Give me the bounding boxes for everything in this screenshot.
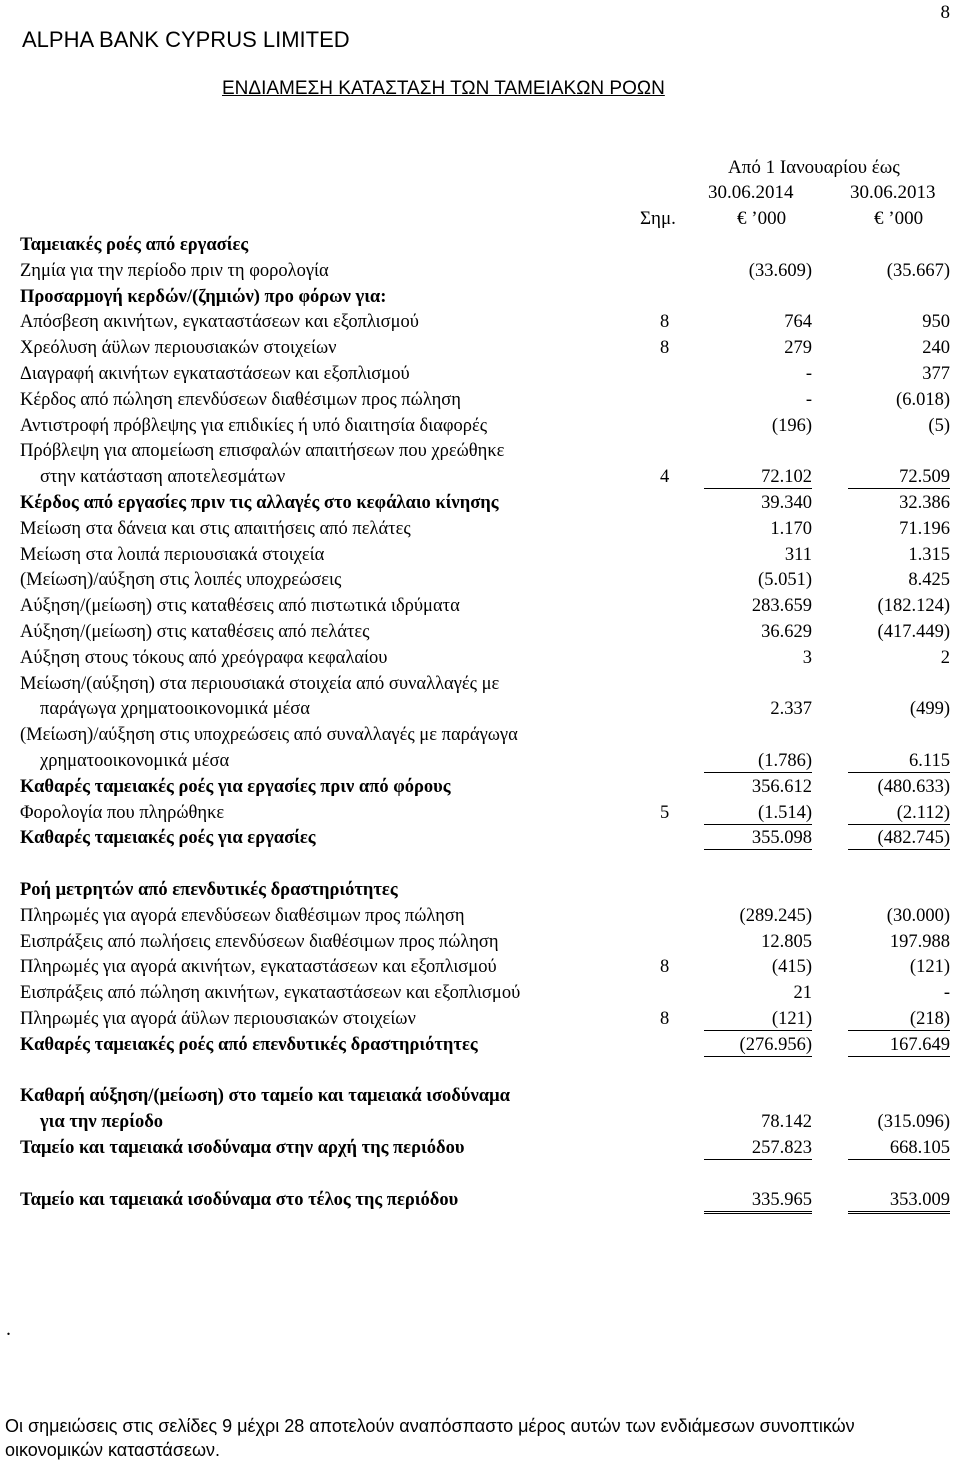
value-2013 — [908, 568, 950, 592]
value-2014 — [752, 775, 812, 799]
value-text: 21 — [793, 983, 812, 1004]
value-text: (5) — [928, 415, 950, 436]
value-2013 — [922, 362, 950, 386]
value-text: - — [943, 983, 950, 1004]
value-2013 — [878, 594, 950, 618]
value-2014 — [794, 981, 813, 1005]
value-2014 — [704, 1007, 812, 1031]
value-text: (121) — [909, 957, 950, 978]
value-text: 353.009 — [848, 1189, 950, 1214]
value-text: (276.956) — [704, 1034, 812, 1057]
value-2013 — [910, 955, 950, 979]
value-2013 — [899, 491, 950, 515]
table-row — [20, 1136, 955, 1162]
row-label: Φορολογία που πληρώθηκε — [20, 802, 225, 823]
value-text: 335.965 — [704, 1189, 812, 1214]
table-row — [20, 749, 955, 775]
value-2014 — [761, 620, 812, 644]
value-2014 — [704, 1188, 812, 1214]
page-number: 8 — [940, 2, 950, 23]
value-text: 257.823 — [704, 1137, 812, 1160]
table-row — [20, 543, 955, 569]
value-text: 71.196 — [899, 518, 950, 539]
value-2013 — [848, 826, 950, 850]
row-label: Πληρωμές για αγορά επενδύσεων διαθέσιμων προς πώληση — [20, 905, 465, 926]
value-2013 — [848, 1136, 950, 1160]
table-row — [20, 1188, 955, 1214]
table-row — [20, 930, 955, 956]
value-text: 2.337 — [770, 699, 812, 720]
table-row — [20, 878, 955, 904]
value-text: (182.124) — [877, 596, 950, 617]
value-2014 — [772, 414, 812, 438]
table-row — [20, 955, 955, 981]
value-text: (1.514) — [704, 802, 812, 825]
value-2013 — [899, 517, 950, 541]
value-2014 — [770, 517, 812, 541]
value-2013 — [878, 620, 950, 644]
row-label: Απόσβεση ακινήτων, εγκαταστάσεων και εξοπλισμού — [20, 312, 419, 333]
value-text: 2 — [940, 647, 950, 668]
value-text: 3 — [802, 647, 812, 668]
value-text: (1.786) — [704, 750, 812, 773]
row-label: (Μείωση)/αύξηση στις υποχρεώσεις από συναλλαγές με παράγωγα — [20, 725, 518, 746]
value-text: - — [805, 389, 812, 410]
value-text: 355.098 — [704, 827, 812, 850]
row-label: Ζημία για την περίοδο πριν τη φορολογία — [20, 260, 329, 281]
table-row — [20, 568, 955, 594]
value-text: 197.988 — [889, 931, 950, 952]
table-row — [20, 594, 955, 620]
value-text: 950 — [922, 312, 950, 333]
row-label: Αύξηση στους τόκους από χρεόγραφα κεφαλαίου — [20, 647, 388, 668]
value-2013 — [878, 775, 950, 799]
row-label: Μείωση στα λοιπά περιουσιακά στοιχεία — [20, 544, 325, 565]
value-text: (218) — [848, 1008, 950, 1031]
table-row — [20, 259, 955, 285]
value-text: (499) — [909, 699, 950, 720]
value-2013 — [848, 749, 950, 773]
value-text: (315.096) — [877, 1112, 950, 1133]
value-2014 — [784, 310, 812, 334]
value-2014 — [704, 801, 812, 825]
row-label: Καθαρές ταμειακές ροές από επενδυτικές δραστηριότητες — [20, 1034, 478, 1055]
value-2013 — [944, 981, 950, 1005]
value-text: (480.633) — [877, 776, 950, 797]
value-text: 279 — [784, 338, 812, 359]
value-text: 283.659 — [751, 596, 812, 617]
value-text: (35.667) — [886, 260, 950, 281]
value-2014 — [752, 594, 812, 618]
row-note: 8 — [660, 338, 670, 359]
value-text: 167.649 — [848, 1034, 950, 1057]
table-row — [20, 801, 955, 827]
col1-unit: € ’000 — [737, 208, 787, 229]
row-label: Διαγραφή ακινήτων εγκαταστάσεων και εξοπλισμού — [20, 364, 410, 384]
table-row — [20, 388, 955, 414]
value-2014 — [758, 568, 812, 592]
value-2013 — [910, 697, 950, 721]
value-2013 — [941, 646, 950, 670]
table-row — [20, 620, 955, 646]
table-row — [20, 491, 955, 517]
value-text: 356.612 — [751, 776, 812, 797]
value-2013 — [848, 1188, 950, 1214]
value-text: 1.170 — [770, 518, 812, 539]
value-2014 — [803, 646, 812, 670]
table-row — [20, 672, 955, 698]
value-2014 — [784, 336, 812, 360]
row-label: Αύξηση/(μείωση) στις καταθέσεις από πελάτες — [20, 622, 370, 642]
value-2014 — [785, 543, 812, 567]
row-label: Μείωση στα δάνεια και στις απαιτήσεις από πελάτες — [20, 518, 411, 539]
value-text: 72.509 — [848, 466, 950, 489]
stray-mark: . — [6, 1318, 11, 1340]
value-2013 — [890, 930, 950, 954]
value-2013 — [878, 1110, 950, 1134]
row-label: (Μείωση)/αύξηση στις λοιπές υποχρεώσεις — [20, 570, 342, 591]
value-2014 — [704, 1136, 812, 1160]
value-2014 — [704, 465, 812, 489]
table-row — [20, 904, 955, 930]
row-label: Καθαρή αύξηση/(μείωση) στο ταμείο και ταμειακά ισοδύναμα — [20, 1086, 510, 1107]
value-text: 39.340 — [761, 493, 812, 513]
row-label: Αύξηση/(μείωση) στις καταθέσεις από πιστωτικά ιδρύματα — [20, 596, 460, 617]
value-text: (289.245) — [739, 905, 812, 926]
value-text: (415) — [771, 957, 812, 978]
table-row — [20, 646, 955, 672]
value-2013 — [922, 310, 950, 334]
value-2014 — [704, 826, 812, 850]
row-label: Καθαρές ταμειακές ροές για εργασίες πριν από φόρους — [20, 776, 451, 797]
table-row — [20, 1007, 955, 1033]
value-text: 1.315 — [908, 544, 950, 565]
row-label: Προσαρμογή κερδών/(ζημιών) προ φόρων για: — [20, 286, 387, 307]
value-text: 12.805 — [761, 931, 812, 952]
col1-date: 30.06.2014 — [708, 182, 794, 203]
value-text: 6.115 — [848, 750, 950, 773]
row-label: Χρεόλυση άϋλων περιουσιακών στοιχείων — [20, 338, 337, 359]
value-text: 668.105 — [848, 1137, 950, 1160]
table-row — [20, 439, 955, 465]
value-2014 — [761, 491, 812, 515]
value-2013 — [922, 336, 950, 360]
row-label: Πρόβλεψη για απομείωση επισφαλών απαιτήσεων που χρεώθηκε — [20, 441, 505, 462]
value-text: (5.051) — [758, 570, 812, 591]
table-row — [20, 826, 955, 852]
value-2013 — [848, 1007, 950, 1031]
row-label: Μείωση/(αύξηση) στα περιουσιακά στοιχεία από συναλλαγές με — [20, 673, 500, 694]
table-row — [20, 981, 955, 1007]
value-text: 72.102 — [704, 466, 812, 489]
company-name: ALPHA BANK CYPRUS LIMITED — [22, 27, 350, 52]
value-2014 — [704, 1033, 812, 1057]
row-label: Πληρωμές για αγορά ακινήτων, εγκαταστάσεων και εξοπλισμού — [20, 957, 497, 978]
row-label: παράγωγα χρηματοοικονομικά μέσα — [40, 699, 310, 720]
statement-title: ΕΝΔΙΑΜΕΣΗ ΚΑΤΑΣΤΑΣΗ ΤΩΝ ΤΑΜΕΙΑΚΩΝ ΡΟΩΝ — [222, 78, 665, 99]
note-column-header: Σημ. — [640, 208, 676, 229]
table-row — [20, 697, 955, 723]
value-text: (121) — [704, 1008, 812, 1031]
value-2013 — [908, 543, 950, 567]
value-2013 — [896, 388, 950, 412]
row-note: 4 — [660, 467, 670, 488]
row-note: 5 — [660, 802, 670, 823]
table-row — [20, 723, 955, 749]
value-2014 — [806, 362, 812, 386]
row-label: Αντιστροφή πρόβλεψης για επιδικίες ή υπό διαιτησία διαφορές — [20, 415, 488, 436]
table-row — [20, 1110, 955, 1136]
row-label: στην κατάσταση αποτελεσμάτων — [40, 467, 286, 488]
value-text: 32.386 — [899, 493, 950, 513]
table-row — [20, 310, 955, 336]
value-2014 — [704, 749, 812, 773]
row-label: Κέρδος από εργασίες πριν τις αλλαγές στο κεφάλαιο κίνησης — [20, 493, 499, 513]
row-label: Ταμειακές ροές από εργασίες — [20, 235, 249, 255]
row-label: Ταμείο και ταμειακά ισοδύναμα στο τέλος της περιόδου — [20, 1189, 459, 1210]
table-row — [20, 465, 955, 491]
value-text: (417.449) — [877, 622, 950, 642]
value-text: (2.112) — [848, 802, 950, 825]
row-label: Ταμείο και ταμειακά ισοδύναμα στην αρχή της περιόδου — [20, 1138, 465, 1158]
value-text: (30.000) — [886, 905, 950, 926]
value-2013 — [848, 801, 950, 825]
table-row — [20, 362, 955, 388]
value-2014 — [806, 388, 812, 412]
value-2014 — [761, 930, 812, 954]
col2-date: 30.06.2013 — [850, 182, 936, 203]
value-text: 764 — [784, 312, 812, 333]
row-label: για την περίοδο — [40, 1112, 164, 1133]
value-2013 — [928, 414, 950, 438]
table-row — [20, 517, 955, 543]
value-text: 311 — [784, 544, 812, 565]
table-row — [20, 336, 955, 362]
footer-note: Οι σημειώσεις στις σελίδες 9 μέχρι 28 αποτελούν αναπόσπαστο μέρος αυτών των ενδιάμεσων συνοπτικών οικονομικών καταστάσεων. — [5, 1416, 855, 1460]
value-text: (196) — [771, 415, 812, 436]
value-2014 — [761, 1110, 812, 1134]
table-row — [20, 1033, 955, 1059]
row-note: 8 — [660, 312, 670, 333]
value-text: 36.629 — [761, 622, 812, 642]
value-text: (6.018) — [896, 389, 950, 410]
period-header: Από 1 Ιανουαρίου έως — [728, 157, 900, 178]
row-label: Εισπράξεις από πωλήσεις επενδύσεων διαθέσιμων προς πώληση — [20, 931, 499, 952]
value-2013 — [887, 904, 950, 928]
row-label: Καθαρές ταμειακές ροές για εργασίες — [20, 828, 316, 849]
row-label: Ροή μετρητών από επενδυτικές δραστηριότητες — [20, 880, 398, 900]
value-text: (33.609) — [748, 260, 812, 281]
row-label: Εισπράξεις από πώληση ακινήτων, εγκαταστάσεων και εξοπλισμού — [20, 983, 521, 1004]
row-label: Πληρωμές για αγορά άϋλων περιουσιακών στοιχείων — [20, 1009, 416, 1029]
row-label: Κέρδος από πώληση επενδύσεων διαθέσιμων προς πώληση — [20, 389, 461, 410]
value-2014 — [740, 904, 812, 928]
value-text: - — [805, 364, 812, 384]
table-row — [20, 233, 955, 259]
table-row — [20, 285, 955, 311]
table-row — [20, 414, 955, 440]
value-2014 — [772, 955, 812, 979]
row-label: χρηματοοικονομικά μέσα — [40, 751, 230, 771]
value-2013 — [848, 465, 950, 489]
value-text: (482.745) — [848, 827, 950, 850]
value-text: 8.425 — [908, 570, 950, 591]
value-2013 — [848, 1033, 950, 1057]
value-2014 — [749, 259, 812, 283]
value-text: 240 — [922, 338, 950, 359]
value-text: 377 — [922, 364, 950, 384]
table-row — [20, 1084, 955, 1110]
row-note: 8 — [660, 957, 670, 978]
table-row — [20, 775, 955, 801]
row-note: 8 — [660, 1009, 670, 1029]
value-text: 78.142 — [761, 1112, 812, 1133]
value-2013 — [887, 259, 950, 283]
value-2014 — [770, 697, 812, 721]
col2-unit: € ’000 — [874, 208, 924, 229]
